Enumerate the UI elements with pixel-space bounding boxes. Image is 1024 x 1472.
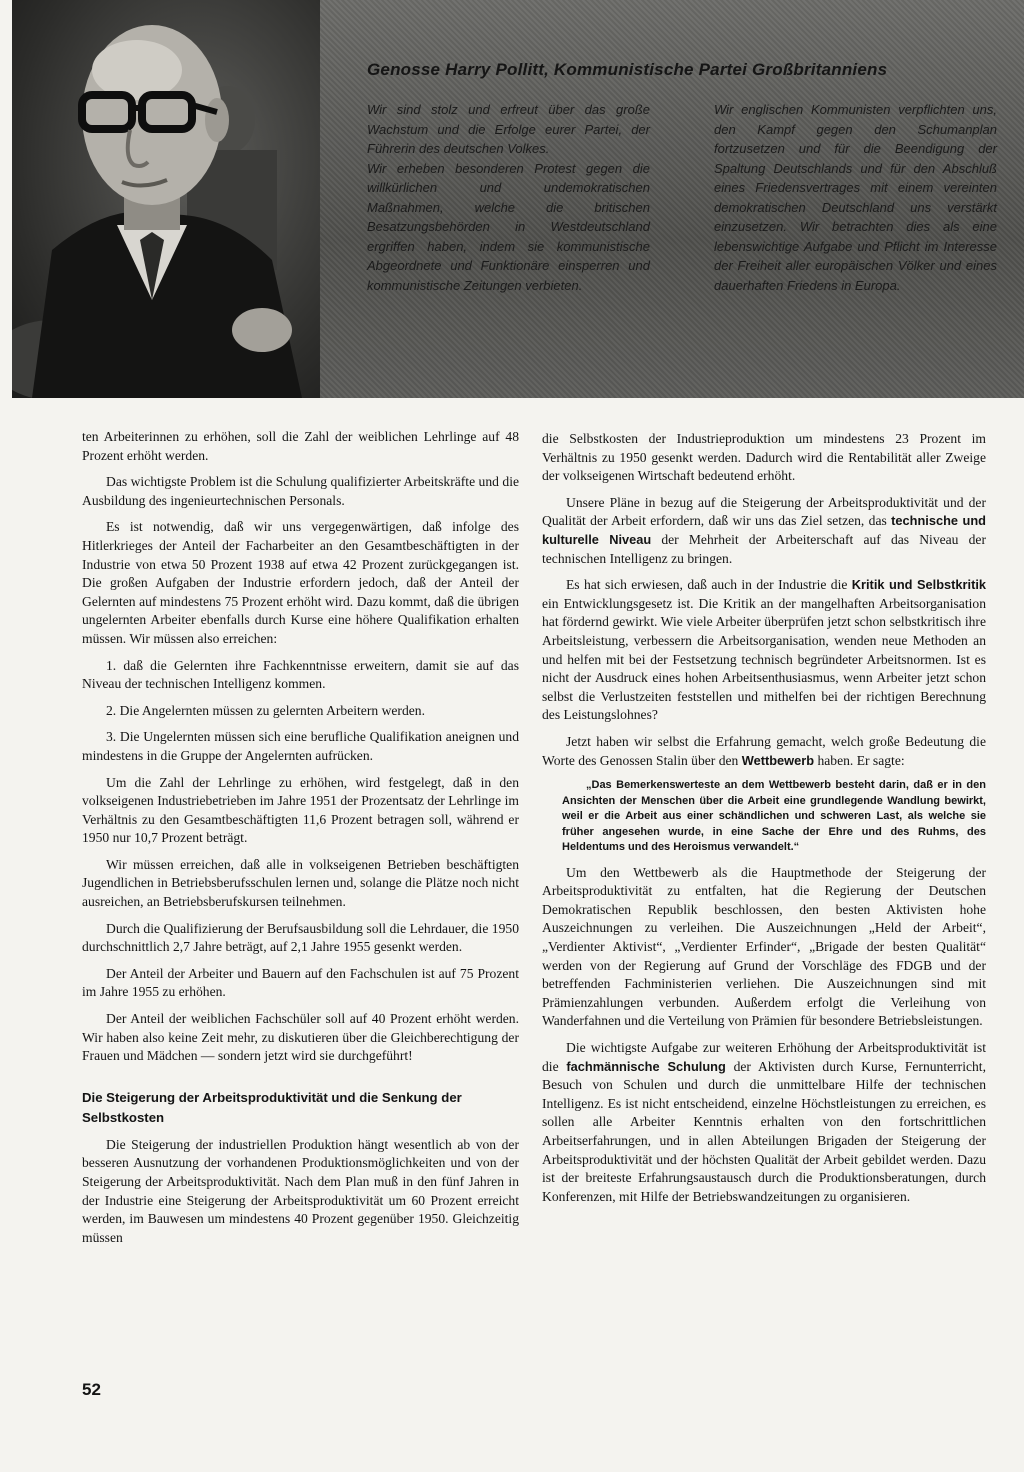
emphasis: fachmännische Schulung xyxy=(566,1058,726,1074)
banner-paragraph: Wir sind stolz und erfreut über das große Wachstum und die Erfolge eurer Partei, der Führerin des deutschen Volkes. xyxy=(367,102,650,156)
paragraph: die Selbstkosten der Industrieproduktion um mindestens 23 Prozent im Verhältnis zu 1950 gesenkt werden. Dadurch wird die Rentabilität aller Zweige der volkseigenen Wirtschaft bedeutend erhöht. xyxy=(542,431,986,484)
emphasis: Wettbewerb xyxy=(741,752,815,768)
paragraph: Die Steigerung der industriellen Produktion hängt wesentlich ab von der besseren Ausnutzung der vorhandenen Produktionsmöglichkeiten und von der Steigerung der Arbeitsproduktivität. Nach dem Plan muß in den fünf Jahren in der Industrie eine Steigerung der Arbeitsproduktivität um 60 Prozent erreicht werden, im Bauwesen um mindestens 40 Prozent gegenüber 1950. Gleichzeitig müssen xyxy=(82,1136,519,1245)
right-column xyxy=(542,430,986,1214)
paragraph: Das wichtigste Problem ist die Schulung qualifizierter Arbeitskräfte und die Ausbildung des ingenieurtechnischen Personals. xyxy=(82,474,519,508)
emphasis: technische und kulturelle Niveau xyxy=(542,513,986,547)
text-run: der Mehrheit der Arbeiterschaft auf das Niveau der technischen Intelligenz zu bringen. xyxy=(542,531,986,566)
portrait-illustration xyxy=(12,0,320,398)
banner-title: Genosse Harry Pollitt, Kommunistische Partei Großbritanniens xyxy=(367,60,888,79)
emphasis: Kritik und Selbstkritik xyxy=(851,577,987,593)
list-item: 1. daß die Gelernten ihre Fachkenntnisse erweitern, damit sie auf das Niveau der technischen Intelligenz kommen. xyxy=(82,657,519,692)
paragraph: ten Arbeiterinnen zu erhöhen, soll die Zahl der weiblichen Lehrlinge auf 48 Prozent erhöht werden. xyxy=(82,429,519,463)
paragraph xyxy=(542,733,986,770)
paragraph: Der Anteil der weiblichen Fachschüler soll auf 40 Prozent erhöht werden. Wir haben also keine Zeit mehr, zu diskutieren über die Gleichberechtigung der Frauen und Mädchen — sondern jetzt wird sie durchgeführt! xyxy=(82,1011,519,1064)
paragraph xyxy=(542,494,986,568)
paragraph: Der Anteil der Arbeiter und Bauern auf den Fachschulen ist auf 75 Prozent im Jahre 1955 zu erhöhen. xyxy=(82,965,519,1000)
banner-column-1 xyxy=(367,100,650,295)
text-run: Es hat sich erwiesen, daß auch in der Industrie die xyxy=(566,577,852,593)
numbered-list xyxy=(82,657,519,766)
banner-paragraph: Wir erheben besonderen Protest gegen die willkürlichen und undemokratischen Maßnahmen, welche die britischen Besatzungsbehörden in Westdeutschland ergriffen haben, indem sie kommunistische Abgeordnete und Funktionäre einsperren und kommunistische Zeitungen verbieten. xyxy=(367,160,650,293)
paragraph xyxy=(542,1039,986,1206)
section-heading: Die Steigerung der Arbeitsproduktivität und die Senkung der Selbstkosten xyxy=(82,1089,462,1125)
paragraph: Um die Zahl der Lehrlinge zu erhöhen, wird festgelegt, daß in den volkseigenen Industriebetrieben im Jahre 1951 der Prozentsatz der Lehrlinge im Verhältnis zu den Gesamtbeschäftigten 11,6 Prozent betragen soll, während er 1950 nur 10,7 Prozent beträgt. xyxy=(82,774,519,846)
list-item: 3. Die Ungelernten müssen sich eine berufliche Qualifikation aneignen und mindestens in die Gruppe der Angelernten aufrücken. xyxy=(82,729,519,763)
paragraph: Um den Wettbewerb als die Hauptmethode der Steigerung der Arbeitsproduktivität zu entfalten, hat die Regierung der Deutschen Demokratischen Republik beschlossen, den besten Aktivisten hohe Auszeichnungen zu verleihen. Die Auszeichnungen „Held der Arbeit“, „Verdienter Aktivist“, „Verdienter Erfinder“, „Brigade der besten Qualität“ werden von der Regierung auf Grund der Vorschläge des FDGB und der betreffenden Fachministerien verliehen. Die Auszeichnungen sind mit Prämienzahlungen verbunden. Außerdem erfolgt die Verleihung von Wanderfahnen und die Verteilung von Prämien für besondere Betriebsleistungen. xyxy=(542,864,986,1029)
header-banner xyxy=(12,0,1024,398)
banner-text xyxy=(367,60,997,295)
stalin-quote: „Das Bemerkenswerteste an dem Wettbewerb besteht darin, daß er in den Ansichten der Menschen über die Arbeit eine grundlegende Wandlung bewirkt, weil er die Arbeit aus einer schändlichen und schweren Last, als welche sie früher angesehen wurde, in eine Sache der Ehre und des Ruhms, des Heldentums und des Heroismus verwandelt.“ xyxy=(562,779,986,854)
text-run: haben. Er sagte: xyxy=(814,752,905,768)
paragraph: Durch die Qualifizierung der Berufsausbildung soll die Lehrdauer, die 1950 durchschnittlich 2,7 Jahre beträgt, auf 2,1 Jahre 1955 gesenkt werden. xyxy=(82,920,519,955)
banner-column-2 xyxy=(714,100,997,295)
banner-columns xyxy=(367,100,997,295)
portrait-photo xyxy=(12,0,320,398)
text-run: Jetzt haben wir selbst die Erfahrung gemacht, welch große Bedeutung die Worte des Genossen Stalin über den xyxy=(542,733,986,768)
page-number: 52 xyxy=(82,1380,101,1399)
banner-paragraph: Wir englischen Kommunisten verpflichten uns, den Kampf gegen den Schumanplan fortzusetzen und für die Beendigung der Spaltung Deutschlands und für den Abschluß eines Friedensvertrages mit einem vereinten demokratischen Deutschland uns verstärkt einzusetzen. Wir betrachten dies als eine lebenswichtige Aufgabe und Pflicht im Interesse der Freiheit aller europäischen Völker und eines dauerhaften Friedens in Europa. xyxy=(714,102,997,293)
left-column xyxy=(82,428,519,1255)
paragraph: Wir müssen erreichen, daß alle in volkseigenen Betrieben beschäftigten Jugendlichen in Betriebsberufsschulen lernen und, solange die Plätze noch nicht ausreichen, an Betriebsberufskursen teilnehmen. xyxy=(82,856,519,910)
text-run: ein Entwicklungsgesetz ist. Die Kritik an der mangelhaften Arbeitsorganisation hat fördernd gewirkt. Wie viele Arbeiter überprüfen jetzt schon selbstkritisch ihre Arbeitsleistung, verbessern die Arbeitsorganisation, wenden neue Methoden an und helfen mit bei der Festsetzung technisch begründeter Arbeitsnormen. Ist es nicht der Ausdruck eines hohen Arbeitsenthusiasmus, wenn Arbeiter jetzt schon selbst die Verlustzeiten feststellen und mithelfen bei der richtigen Berechnung des Leistungslohnes? xyxy=(542,595,986,723)
paragraph xyxy=(542,576,986,725)
text-run: der Aktivisten durch Kurse, Fernunterricht, Besuch von Schulen und durch die unmittelbare Hilfe der technischen Intelligenz. Es ist nicht entscheidend, einzelne Höchstleistungen zu erreichen, es sollen alle Arbeiter Kenntnis erhalten von den fortschrittlichen Arbeitserfahrungen, und in allen Abteilungen Brigaden der Steigerung der Arbeitsproduktivität und der höchsten Qualität der Arbeit gebildet werden. Dazu ist der breiteste Erfahrungsaustausch durch die Produktionsberatungen, durch Konferenzen, mit Hilfe der Betriebswandzeitungen zu organisieren. xyxy=(542,1058,986,1204)
text-run: Die wichtigste Aufgabe zur weiteren Erhöhung der Arbeitsproduktivität ist die xyxy=(542,1039,986,1074)
text-run: Unsere Pläne in bezug auf die Steigerung der Arbeitsproduktivität und der Qualität der Arbeit erfordern, daß wir uns das Ziel setzen, das xyxy=(542,494,986,529)
paragraph: Es ist notwendig, daß wir uns vergegenwärtigen, daß infolge des Hitlerkrieges der Anteil der Facharbeiter an den Gesamtbeschäftigten in der Industrie von etwa 50 Prozent 1938 auf etwa 42 Prozent zurückgegangen ist. Die großen Aufgaben der Industrie erfordern jedoch, daß der Anteil der Gelernten auf mindestens 75 Prozent erhöht wird. Dazu kommt, daß die übrigen ungelernten Arbeiter ebenfalls durch Kurse eine höhere Qualifikation erhalten müssen. Wir müssen also erreichen: xyxy=(82,519,519,646)
list-item: 2. Die Angelernten müssen zu gelernten Arbeitern werden. xyxy=(106,702,425,718)
